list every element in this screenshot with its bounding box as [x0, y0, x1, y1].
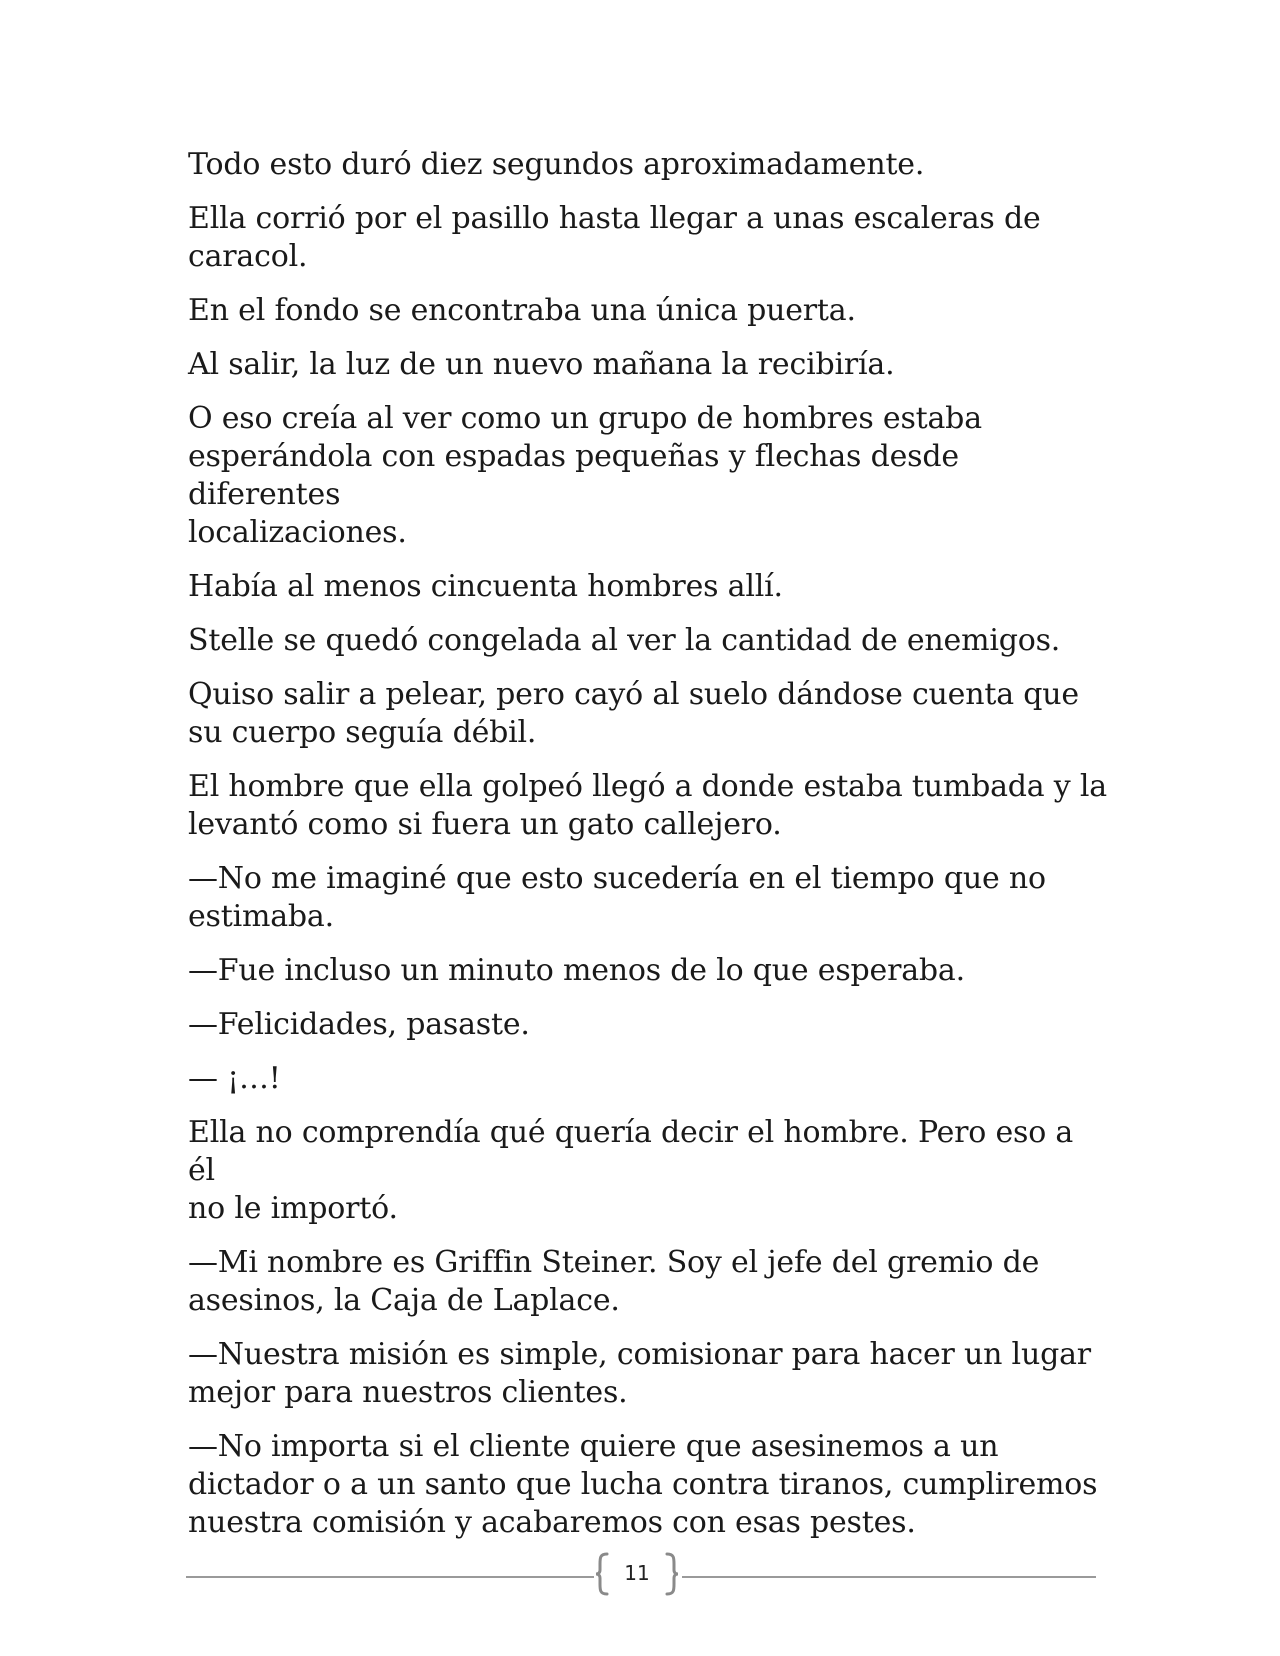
footer-rule-right [682, 1576, 1096, 1578]
page-footer [186, 1552, 1096, 1600]
paragraph-4: Al salir, la luz de un nuevo mañana la recibiría. [188, 347, 895, 382]
paragraph-10: —No me imaginé que esto sucedería en el tiempo que no estimaba. [188, 861, 1046, 934]
paragraph-6: Había al menos cincuenta hombres allí. [188, 569, 783, 604]
paragraph-16: —Nuestra misión es simple, comisionar para hacer un lugar mejor para nuestros clientes. [188, 1337, 1091, 1410]
page-number: 11 [624, 1561, 650, 1585]
paragraph-3: En el fondo se encontraba una única puerta. [188, 293, 856, 328]
paragraph-14: Ella no comprendía qué quería decir el hombre. Pero eso a él no le importó. [188, 1115, 1074, 1226]
footer-rule-left [186, 1576, 594, 1578]
paragraph-1: Todo esto duró diez segundos aproximadamente. [188, 147, 925, 182]
right-brace-icon [664, 1552, 680, 1596]
paragraph-5: O eso creía al ver como un grupo de hombres estaba esperándola con espadas pequeñas y flechas desde diferentes localizaciones. [188, 401, 982, 550]
paragraph-12: —Felicidades, pasaste. [188, 1007, 530, 1042]
paragraph-17: —No importa si el cliente quiere que asesinemos a un dictador o a un santo que lucha contra tiranos, cumpliremos nuestra comisión y acabaremos con esas pestes. [188, 1429, 1098, 1540]
page-body [188, 146, 1108, 1558]
paragraph-15: —Mi nombre es Griffin Steiner. Soy el jefe del gremio de asesinos, la Caja de Laplace. [188, 1245, 1040, 1318]
paragraph-7: Stelle se quedó congelada al ver la cantidad de enemigos. [188, 623, 1061, 658]
paragraph-11: —Fue incluso un minuto menos de lo que esperaba. [188, 953, 965, 988]
left-brace-icon [594, 1552, 610, 1596]
paragraph-8: Quiso salir a pelear, pero cayó al suelo dándose cuenta que su cuerpo seguía débil. [188, 677, 1079, 750]
paragraph-2: Ella corrió por el pasillo hasta llegar a unas escaleras de caracol. [188, 201, 1041, 274]
paragraph-13: — ¡…! [188, 1061, 281, 1096]
paragraph-9: El hombre que ella golpeó llegó a donde estaba tumbada y la levantó como si fuera un gato callejero. [188, 769, 1107, 842]
